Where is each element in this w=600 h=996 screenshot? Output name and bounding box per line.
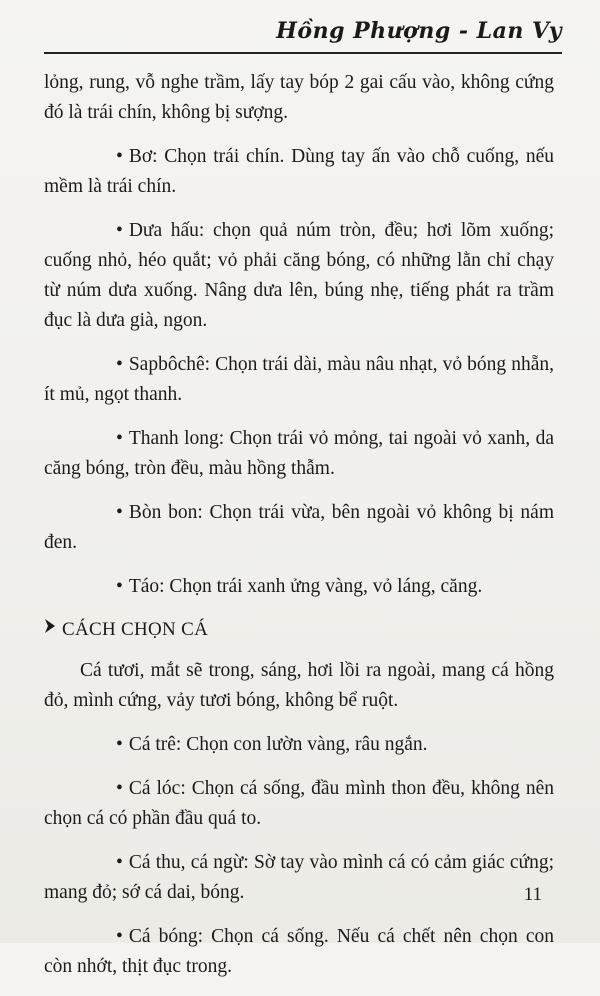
bullet-icon: • [116,926,123,947]
fruit-item-text: Bòn bon: Chọn trái vừa, bên ngoài vỏ không bị nám đen. [44,502,554,553]
fish-item-text: Cá trê: Chọn con lườn vàng, râu ngắn. [128,734,428,755]
fruit-item-thanh-long [44,424,554,484]
page-number: 11 [523,884,542,905]
page-body [44,68,554,996]
bullet-icon: • [116,220,123,241]
fruit-item-text: Bơ: Chọn trái chín. Dùng tay ấn vào chỗ cuống, nếu mềm là trái chín. [44,146,554,197]
fruit-item-text: Táo: Chọn trái xanh ửng vàng, vỏ láng, căng. [128,576,483,597]
fish-item-ca-bong [44,922,554,982]
running-header-title: Hồng Phượng - Lan Vy [276,18,562,44]
intro-continuation-paragraph: lỏng, rung, vỗ nghe trầm, lấy tay bóp 2 gai cấu vào, không cứng đó là trái chín, không bị sượng. [44,72,554,123]
fruit-item-text: Sapbôchê: Chọn trái dài, màu nâu nhạt, vỏ bóng nhẵn, ít mủ, ngọt thanh. [44,354,554,405]
fish-item-ca-tre [44,730,554,760]
section-heading-text: CÁCH CHỌN CÁ [62,619,209,640]
fruit-item-text: Thanh long: Chọn trái vỏ mỏng, tai ngoài vỏ xanh, da căng bóng, tròn đều, màu hồng thẫm. [44,428,554,479]
bullet-icon: • [116,778,123,799]
bullet-icon: • [116,502,123,523]
fish-item-ca-thu [44,848,554,908]
bullet-icon: • [116,428,123,449]
fruit-item-tao [44,572,554,602]
bullet-icon: • [116,146,123,167]
bullet-icon: • [116,734,123,755]
fish-item-text: Cá thu, cá ngừ: Sờ tay vào mình cá có cảm giác cứng; mang đỏ; sớ cá dai, bóng. [44,852,554,903]
fruit-item-dua-hau [44,216,554,336]
fruit-item-bon-bon [44,498,554,558]
fish-item-ca-loc [44,774,554,834]
bullet-icon: • [116,576,123,597]
fruit-item-bo [44,142,554,202]
fruit-item-text: Dưa hấu: chọn quả núm tròn, đều; hơi lõm xuống; cuống nhỏ, héo quắt; vỏ phải căng bóng, có những lằn chỉ chạy từ núm dưa xuống. Nâng dưa lên, búng nhẹ, tiếng phát ra trầm đục là dưa già, ngon. [44,220,554,331]
section-heading-fish [44,616,554,644]
diamond-arrow-icon [44,616,56,644]
fish-item-text: Cá bóng: Chọn cá sống. Nếu cá chết nên chọn con còn nhớt, thịt đục trong. [44,926,554,977]
fruit-item-sapboche [44,350,554,410]
fish-item-text: Cá lóc: Chọn cá sống, đầu mình thon đều, không nên chọn cá có phần đầu quá to. [44,778,554,829]
bullet-icon: • [116,852,123,873]
bullet-icon: • [116,354,123,375]
header-rule [44,52,562,54]
fish-intro-paragraph: Cá tươi, mắt sẽ trong, sáng, hơi lồi ra ngoài, mang cá hồng đỏ, mình cứng, vảy tươi bóng, không bể ruột. [44,660,554,711]
